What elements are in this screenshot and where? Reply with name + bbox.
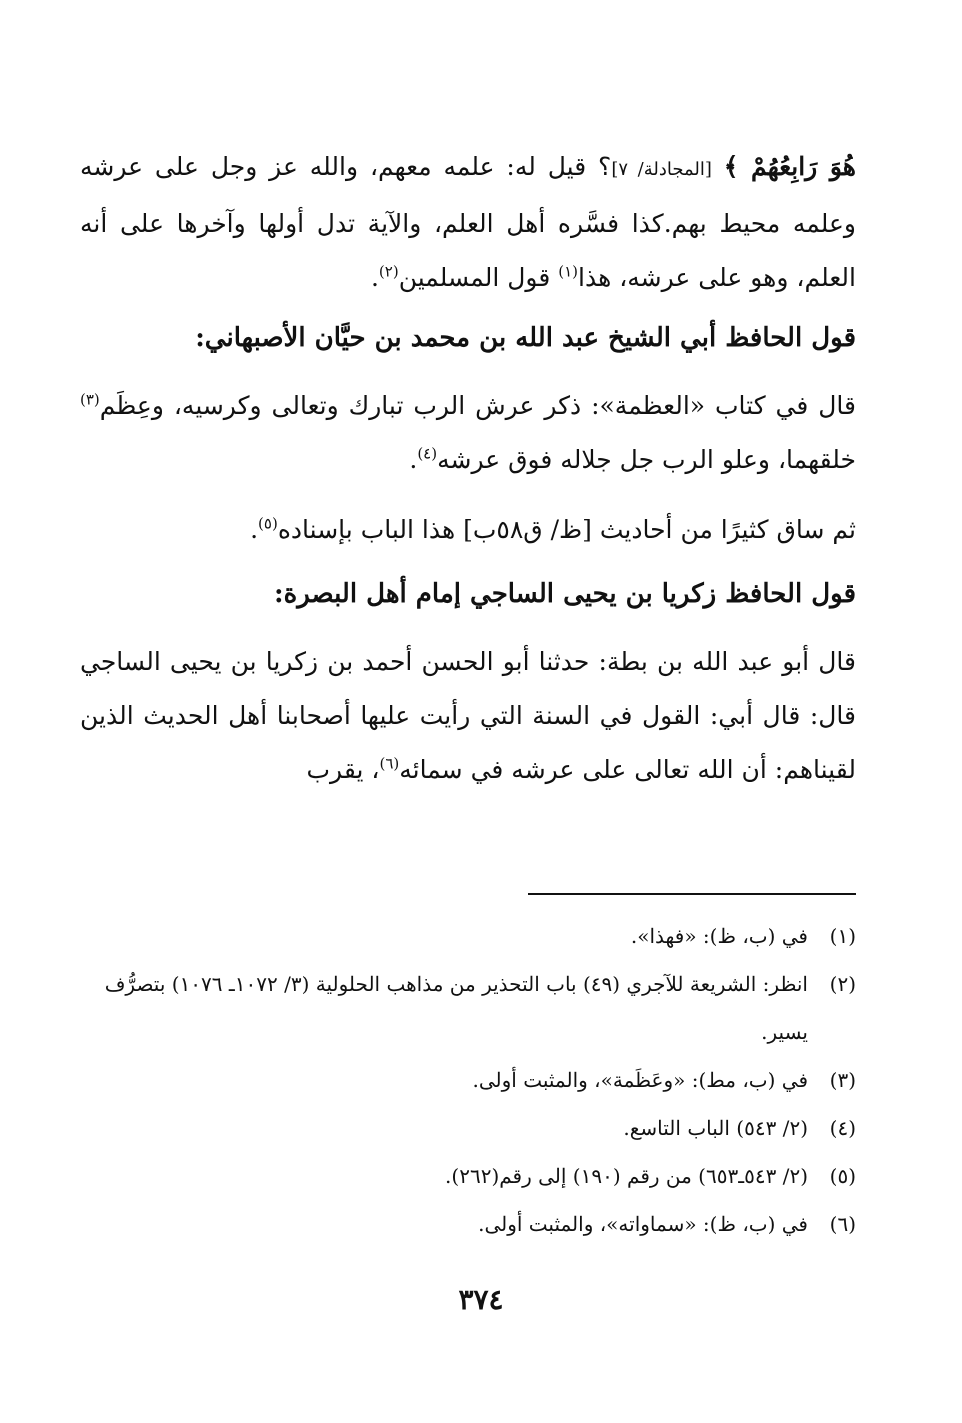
quran-quote: هُوَ رَابِعُهُمْ ﴾: [723, 152, 856, 181]
paragraph-1-text-b: قول المسلمين: [398, 263, 559, 292]
section-heading-2: قول الحافظ زكريا بن يحيى الساجي إمام أهل البصرة:: [273, 579, 856, 609]
footnote-marker-1: (١): [558, 262, 579, 281]
footnote-number: (٢): [829, 972, 856, 996]
footnote-text: (٢/ ٥٤٣) الباب التاسع.: [623, 1116, 808, 1140]
footnote-marker-2: (٢): [378, 262, 399, 281]
paragraph-2-text-b: خلقهما، وعلو الرب جل جلاله فوق عرشه: [437, 445, 856, 474]
footnote-marker-6: (٦): [379, 754, 400, 773]
paragraph-1: [80, 140, 856, 305]
footnote-number: (٣): [829, 1068, 856, 1092]
footnote-item: [80, 960, 856, 1056]
footnote-marker-3: (٣): [80, 390, 100, 409]
paragraph-2: [80, 379, 856, 487]
paragraph-2-text: قال في كتاب «العظمة»: ذكر عرش الرب تبارك وتعالى وكرسيه، وعِظَم: [99, 391, 856, 420]
paragraph-2-end: .: [409, 445, 418, 474]
footnote-item: [80, 1104, 856, 1152]
footnotes-list: [80, 912, 856, 1248]
footnote-text: انظر: الشريعة للآجري (٤٩) باب التحذير من مذاهب الحلولية (٣/ ١٠٧٢ـ ١٠٧٦) بتصرُّف يسير.: [104, 972, 808, 1044]
paragraph-3-text: ثم ساق كثيرًا من أحاديث [ظ/ ق٥٨ب] هذا الباب بإسناده: [277, 515, 856, 544]
quran-reference: [المجادلة/ ٧]: [611, 159, 712, 180]
paragraph-3-end: .: [250, 515, 259, 544]
footnote-text: (٢/ ٥٤٣ـ٦٥٣) من رقم (١٩٠) إلى رقم(٢٦٢).: [445, 1164, 808, 1188]
footnote-number: (٥): [829, 1164, 856, 1188]
page-number: ٣٧٤: [458, 1283, 504, 1316]
paragraph-1-text: ؟ قيل له: علمه معهم، والله عز وجل على عرشه وعلمه محيط بهم.كذا فسَّره أهل العلم، والآية تدل أولها وآخرها على أنه العلم، وهو على عرشه، هذا: [80, 152, 856, 292]
main-text: [80, 140, 856, 797]
footnote-marker-5: (٥): [258, 514, 278, 533]
footnote-separator: [528, 893, 856, 895]
paragraph-4-text: قال أبو عبد الله بن بطة: حدثنا أبو الحسن أحمد بن زكريا بن يحيى الساجي قال: قال أبي: القول في السنة التي رأيت عليها أصحابنا أهل الحديث الذين لقيناهم: أن الله تعالى على عرشه في سمائه: [80, 647, 856, 784]
footnote-text: في (ب، مط): «وعَظَمة»، والمثبت أولى.: [472, 1068, 808, 1092]
footnote-text: في (ب، ظ): «سماواته»، والمثبت أولى.: [478, 1212, 808, 1236]
footnote-number: (٤): [829, 1116, 856, 1140]
footnote-number: (٦): [829, 1212, 856, 1236]
footnote-item: [80, 1152, 856, 1200]
paragraph-4: [80, 635, 856, 797]
section-heading-1: قول الحافظ أبي الشيخ عبد الله بن محمد بن حيَّان الأصبهاني:: [195, 323, 856, 353]
paragraph-4-text-b: ، يقرب: [306, 755, 380, 784]
paragraph-3: [80, 503, 856, 557]
footnote-item: [80, 912, 856, 960]
paragraph-1-end: .: [370, 263, 379, 292]
footnote-item: [80, 1200, 856, 1248]
footnote-marker-4: (٤): [417, 444, 438, 463]
footnote-number: (١): [829, 924, 856, 948]
footnote-text: في (ب، ظ): «فهذا».: [630, 924, 808, 948]
footnote-item: [80, 1056, 856, 1104]
